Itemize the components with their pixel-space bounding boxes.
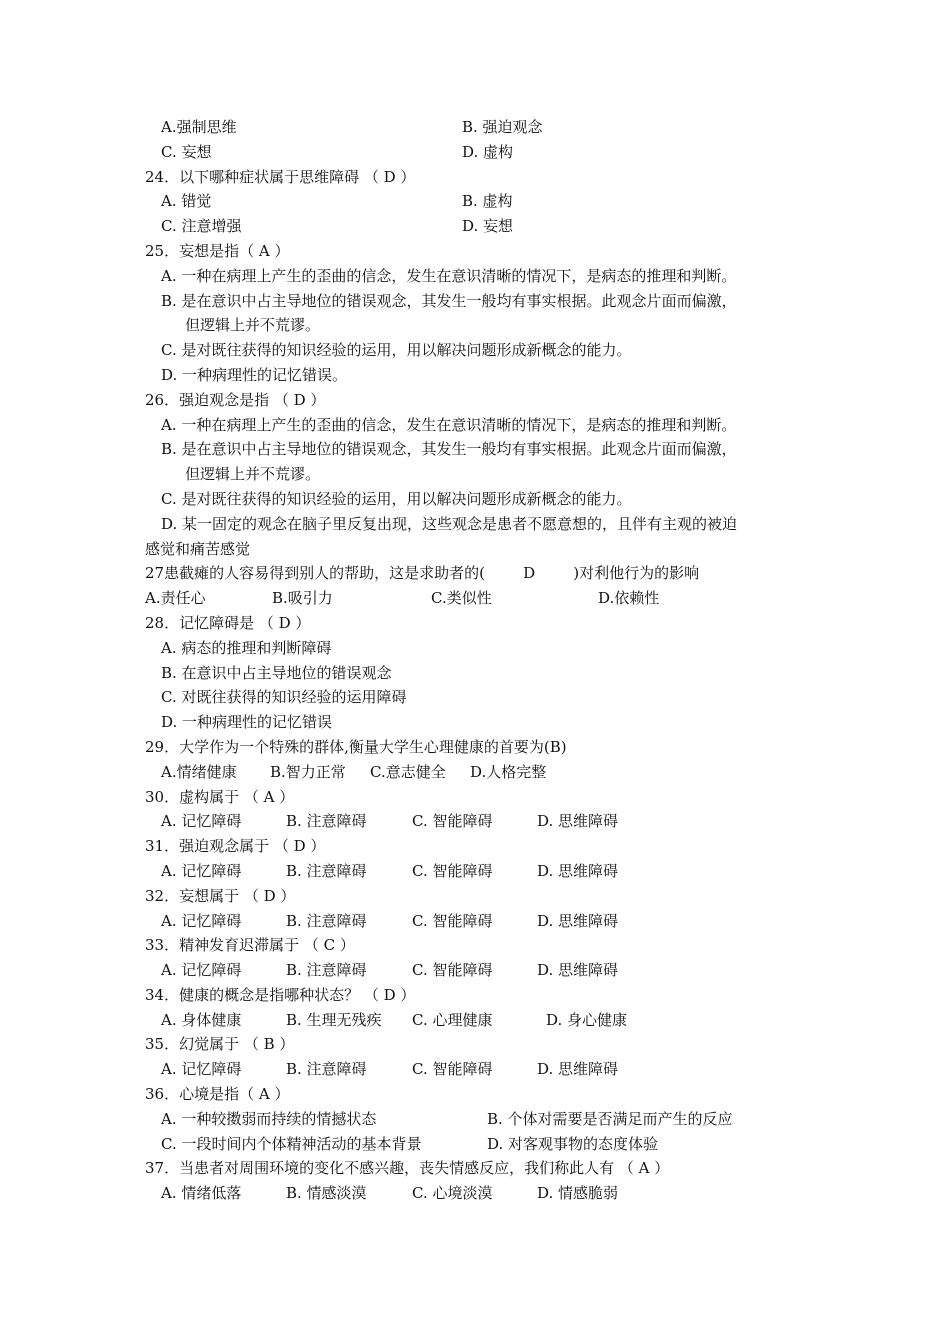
option-a: A. 身体健康: [161, 1010, 242, 1029]
option-b: B. 情感淡漠: [286, 1184, 367, 1203]
option-d: D. 身心健康: [546, 1010, 628, 1029]
option-b: B.吸引力: [272, 589, 333, 608]
option-c: C. 智能障碍: [412, 812, 493, 831]
option-b: B. 在意识中占主导地位的错误观念: [161, 663, 392, 682]
option-c: C. 妄想: [161, 142, 212, 161]
option-c: C. 智能障碍: [412, 1060, 493, 1079]
option-row: [145, 115, 825, 140]
option-a: A. 记忆障碍: [161, 911, 242, 930]
option-d-continued: 感觉和痛苦感觉: [145, 539, 251, 558]
option-c: C.类似性: [431, 589, 492, 608]
option-row: [145, 140, 825, 165]
option-a: A. 记忆障碍: [161, 861, 242, 880]
option-b: B. 注意障碍: [286, 861, 367, 880]
option-a: A. 一种较擞弱而持续的情撼状态: [161, 1109, 377, 1128]
option-d: D. 对客观事物的态度体验: [487, 1134, 659, 1153]
option-b-continued: 但逻辑上并不荒谬。: [185, 465, 321, 484]
option-row: [145, 586, 825, 611]
question-33: 33．精神发育迟滞属于 （ C ）: [145, 936, 355, 955]
option-row: [145, 958, 825, 983]
question-36: 36．心境是指（ A ）: [145, 1085, 290, 1104]
option-b: B. 注意障碍: [286, 812, 367, 831]
option-a: A. 记忆障碍: [161, 961, 242, 980]
option-row: [145, 809, 825, 834]
question-27: 27患截瘫的人容易得到别人的帮助，这是求助者的( D )对利他行为的影响: [145, 564, 700, 583]
question-37: 37．当患者对周围环境的变化不感兴趣，丧失情感反应，我们称此人有 （ A ）: [145, 1159, 670, 1178]
option-row: [145, 760, 825, 785]
option-c: C. 对既往获得的知识经验的运用障碍: [161, 688, 407, 707]
option-d: D. 一种病理性的记忆错误。: [161, 365, 348, 384]
option-c: C. 心理健康: [412, 1010, 493, 1029]
option-c: C. 心境淡漠: [412, 1184, 493, 1203]
question-28: 28．记忆障碍是 （ D ）: [145, 613, 311, 632]
option-d: D. 思维障碍: [537, 861, 619, 880]
option-c: C. 是对既往获得的知识经验的运用，用以解决问题形成新概念的能力。: [161, 489, 632, 508]
question-26: 26．强迫观念是指 （ D ）: [145, 390, 326, 409]
option-a: A. 记忆障碍: [161, 1060, 242, 1079]
question-31: 31．强迫观念属于 （ D ）: [145, 837, 326, 856]
option-a: A. 病态的推理和判断障碍: [161, 638, 332, 657]
option-b: B.智力正常: [270, 762, 346, 781]
option-d: D. 情感脆弱: [537, 1184, 619, 1203]
option-c: C. 智能障碍: [412, 961, 493, 980]
option-row: [145, 1057, 825, 1082]
option-row: [145, 189, 825, 214]
option-row: [145, 214, 825, 239]
option-d: D.人格完整: [470, 762, 547, 781]
question-25: 25．妄想是指（ A ）: [145, 241, 290, 260]
option-a: A. 情绪低落: [161, 1184, 242, 1203]
option-d: D. 思维障碍: [537, 961, 619, 980]
question-30: 30．虚构属于 （ A ）: [145, 787, 295, 806]
option-a: A.强制思维: [161, 118, 237, 136]
option-b: B. 强迫观念: [462, 118, 543, 136]
option-d: D. 思维障碍: [537, 1060, 619, 1079]
option-c: C. 注意增强: [161, 217, 242, 236]
option-row: [145, 1132, 825, 1157]
option-d: D. 虚构: [462, 142, 514, 161]
option-a: A.责任心: [145, 589, 206, 608]
option-d: D. 一种病理性的记忆错误: [161, 713, 333, 732]
question-24: 24．以下哪种症状属于思维障碍 （ D ）: [145, 167, 416, 186]
option-d: D. 思维障碍: [537, 812, 619, 831]
question-29: 29．大学作为一个特殊的群体,衡量大学生心理健康的首要为(B): [145, 737, 567, 756]
option-d: D. 思维障碍: [537, 911, 619, 930]
option-a: A. 记忆障碍: [161, 812, 242, 831]
question-35: 35．幻觉属于 （ B ）: [145, 1035, 295, 1054]
question-32: 32．妄想属于 （ D ）: [145, 886, 296, 905]
option-d: D. 某一固定的观念在脑子里反复出现，这些观念是患者不愿意想的，且伴有主观的被迫: [161, 514, 738, 533]
option-b: B. 虚构: [462, 192, 513, 211]
option-b: B. 个体对需要是否满足而产生的反应: [487, 1109, 733, 1128]
option-c: C. 智能障碍: [412, 861, 493, 880]
option-row: [145, 1008, 825, 1033]
option-row: [145, 909, 825, 934]
option-a: A. 一种在病理上产生的歪曲的信念，发生在意识清晰的情况下，是病态的推理和判断。: [161, 415, 737, 434]
question-34: 34．健康的概念是指哪种状态？ （ D ）: [145, 985, 416, 1004]
option-d: D.依赖性: [598, 589, 660, 608]
option-c: C. 是对既往获得的知识经验的运用，用以解决问题形成新概念的能力。: [161, 341, 632, 360]
question-list: [145, 115, 825, 1206]
option-c: C. 一段时间内个体精神活动的基本背景: [161, 1134, 422, 1153]
option-b: B. 是在意识中占主导地位的错误观念，其发生一般均有事实根据。此观念片面而偏激，: [161, 440, 737, 459]
option-d: D. 妄想: [462, 217, 514, 236]
option-b: B. 是在意识中占主导地位的错误观念，其发生一般均有事实根据。此观念片面而偏激，: [161, 291, 737, 310]
option-b: B. 注意障碍: [286, 1060, 367, 1079]
option-c: C.意志健全: [370, 762, 446, 781]
option-b: B. 生理无残疾: [286, 1010, 382, 1029]
option-a: A.情绪健康: [161, 762, 237, 781]
option-row: [145, 1107, 825, 1132]
option-b: B. 注意障碍: [286, 911, 367, 930]
option-a: A. 错觉: [161, 192, 212, 211]
option-row: [145, 859, 825, 884]
option-row: [145, 1181, 825, 1206]
option-c: C. 智能障碍: [412, 911, 493, 930]
option-b: B. 注意障碍: [286, 961, 367, 980]
option-a: A. 一种在病理上产生的歪曲的信念，发生在意识清晰的情况下，是病态的推理和判断。: [161, 266, 737, 285]
option-b-continued: 但逻辑上并不荒谬。: [185, 316, 321, 335]
